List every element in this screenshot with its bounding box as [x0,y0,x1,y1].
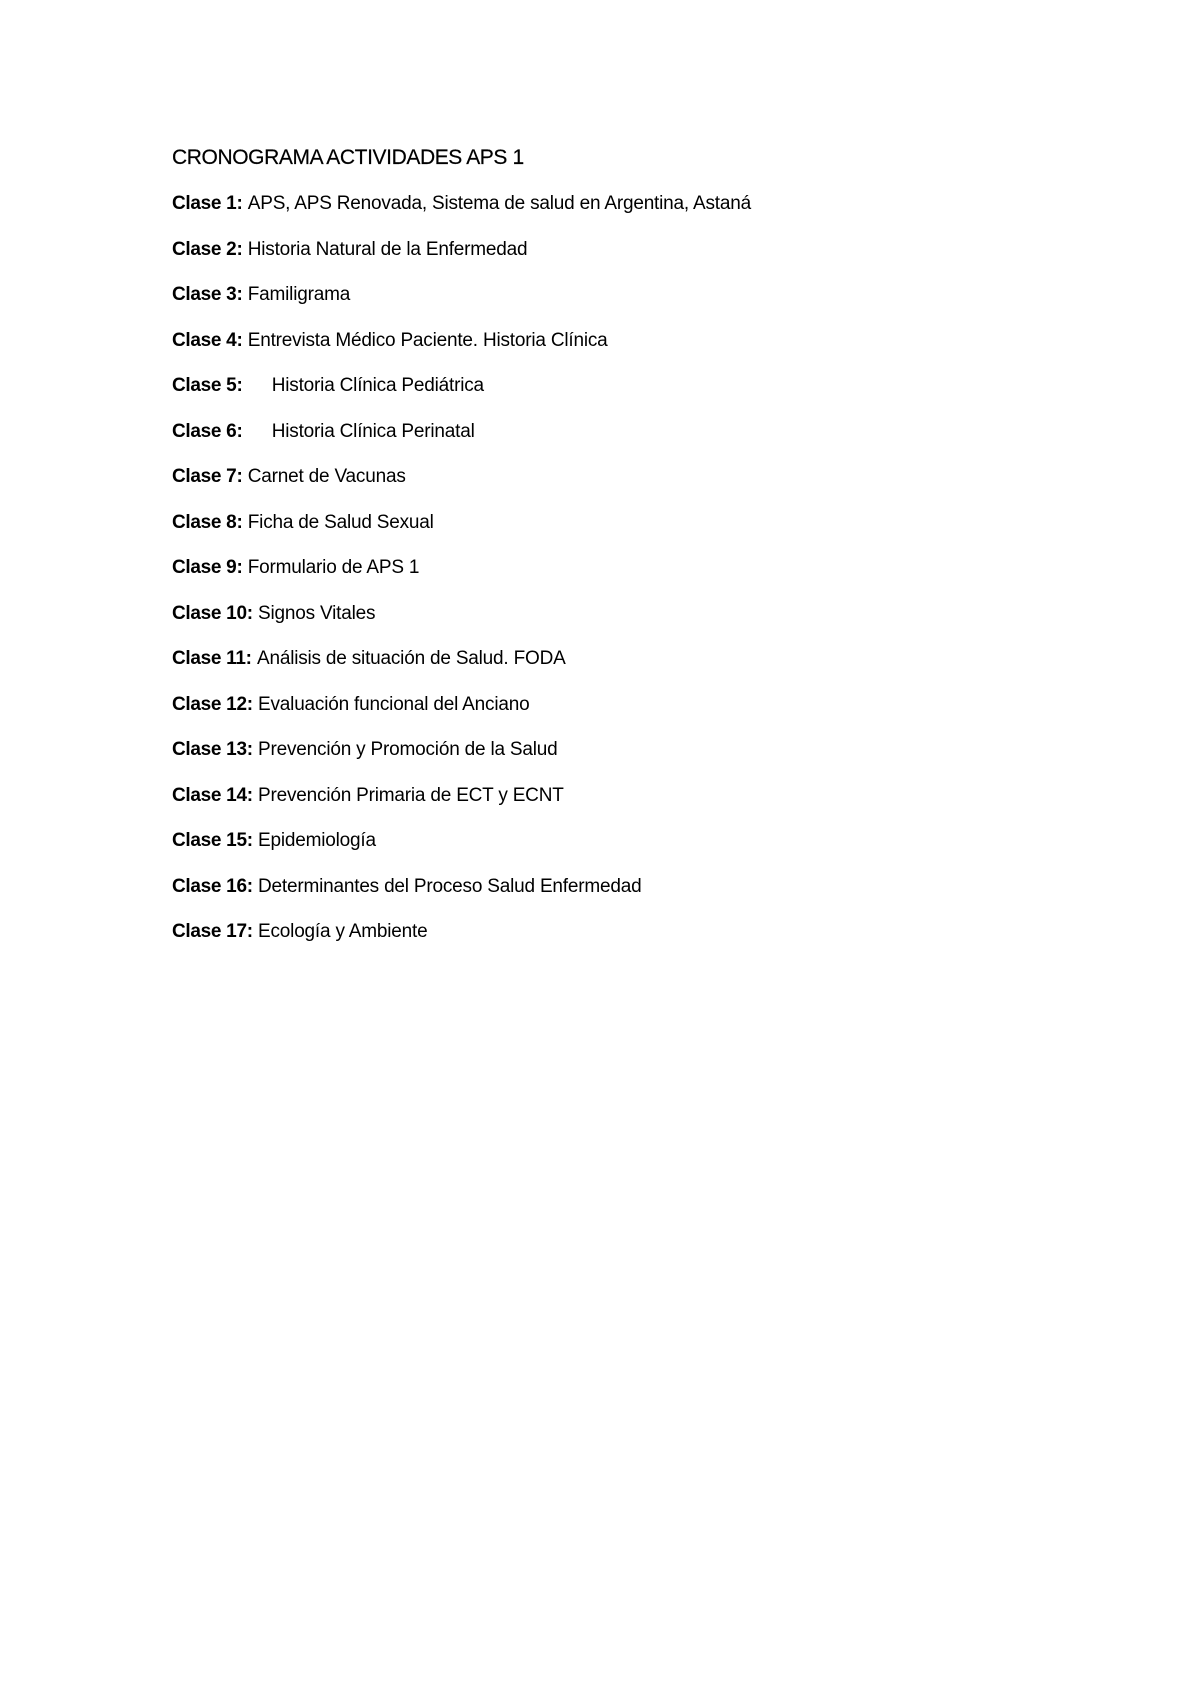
class-item [172,508,1072,554]
class-topic: Determinantes del Proceso Salud Enfermedad [258,875,642,897]
class-item [172,189,1072,235]
class-item [172,599,1072,645]
class-label: Clase 16: [172,875,253,897]
class-topic: APS, APS Renovada, Sistema de salud en Argentina, Astaná [247,193,751,214]
class-item [172,326,1072,372]
class-item [172,553,1072,599]
class-label: Clase 17: [172,921,253,942]
document-title: CRONOGRAMA ACTIVIDADES APS 1 [172,146,524,169]
class-label: Clase 6: [172,420,243,442]
document-page [172,143,1072,963]
class-topic: Prevención Primaria de ECT y ECNT [258,784,564,806]
class-item [172,872,1072,918]
class-label: Clase 11: [172,648,252,669]
class-item [172,462,1072,508]
class-label: Clase 9: [172,557,243,578]
class-label: Clase 7: [172,466,243,487]
class-label: Clase 14: [172,784,253,806]
class-topic: Evaluación funcional del Anciano [258,693,530,715]
class-topic: Signos Vitales [258,602,376,624]
class-label: Clase 15: [172,830,253,851]
class-topic: Historia Clínica Perinatal [271,420,475,442]
class-label: Clase 5: [172,375,243,396]
class-item [172,735,1072,781]
class-label: Clase 12: [172,693,253,715]
class-label: Clase 10: [172,602,253,624]
class-item [172,417,1072,463]
class-item [172,781,1072,827]
class-label: Clase 13: [172,739,253,760]
class-topic: Prevención y Promoción de la Salud [258,739,558,760]
class-topic: Familigrama [247,284,351,305]
class-item [172,644,1072,690]
class-topic: Carnet de Vacunas [247,466,406,487]
class-label: Clase 4: [172,329,243,351]
class-topic: Ficha de Salud Sexual [247,511,434,533]
class-topic: Entrevista Médico Paciente. Historia Clínica [247,329,608,351]
class-item [172,280,1072,326]
class-topic: Análisis de situación de Salud. FODA [256,648,566,669]
class-item [172,235,1072,281]
class-item [172,371,1072,417]
class-topic: Historia Natural de la Enfermedad [247,238,528,260]
class-schedule-list [172,189,1072,963]
class-label: Clase 2: [172,238,243,260]
class-item [172,826,1072,872]
class-topic: Historia Clínica Pediátrica [271,375,484,396]
class-label: Clase 8: [172,511,243,533]
class-topic: Formulario de APS 1 [247,557,420,578]
class-topic: Epidemiología [258,830,376,851]
class-topic: Ecología y Ambiente [258,921,428,942]
class-label: Clase 3: [172,284,243,305]
class-label: Clase 1: [172,193,243,214]
class-item [172,917,1072,963]
class-item [172,690,1072,736]
